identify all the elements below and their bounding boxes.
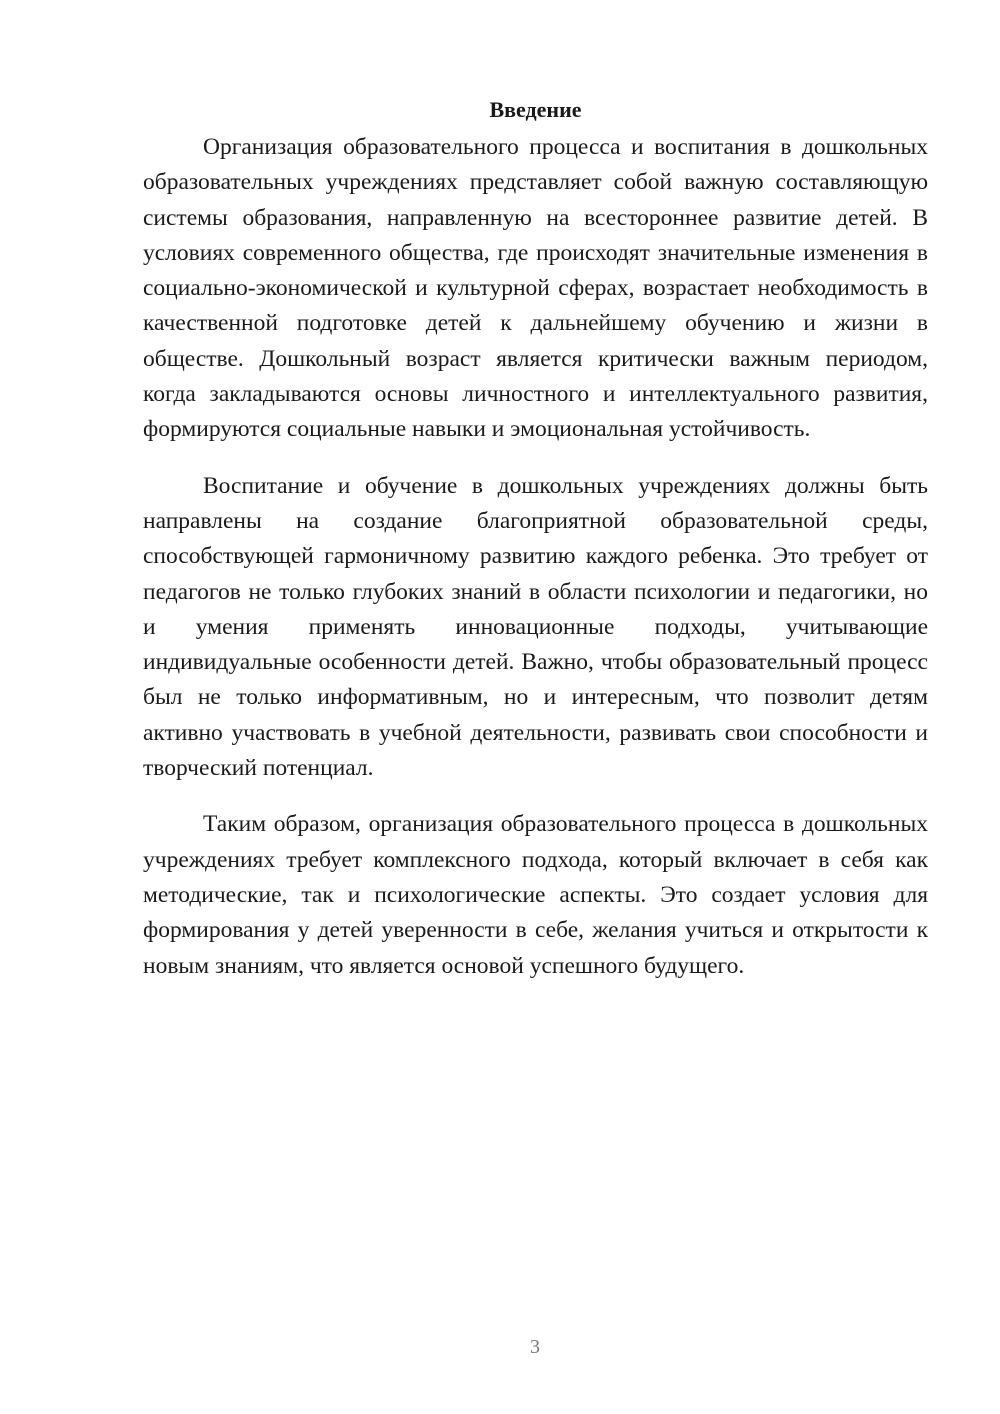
page-content (143, 92, 928, 984)
page-number: 3 (530, 1336, 540, 1358)
paragraph-3: Таким образом, организация образовательного процесса в дошкольных учреждениях требует комплексного подхода, который включает в себя как методические, так и психологические аспекты. Это создает условия для формирования у детей уверенности в себе, желания учиться и открытости к новым знаниям, что является основой успешного будущего. (143, 811, 928, 979)
paragraph-1: Организация образовательного процесса и воспитания в дошкольных образовательных учреждениях представляет собой важную составляющую системы образования, направленную на всестороннее развитие детей. В условиях современного общества, где происходят значительные изменения в социально-экономической и культурной сферах, возрастает необходимость в качественной подготовке детей к дальнейшему обучению и жизни в обществе. Дошкольный возраст является критически важным периодом, когда закладываются основы личностного и интеллектуального развития, формируются социальные навыки и эмоциональная устойчивость. (143, 134, 928, 443)
paragraph-2: Воспитание и обучение в дошкольных учреждениях должны быть направлены на создание благоприятной образовательной среды, способствующей гармоничному развитию каждого ребенка. Это требует от педагогов не только глубоких знаний в области психологии и педагогики, но и умения применять инновационные подходы, учитывающие индивидуальные особенности детей. Важно, чтобы образовательный процесс был не только информативным, но и интересным, что позволит детям активно участвовать в учебной деятельности, развивать свои способности и творческий потенциал. (143, 472, 928, 782)
section-heading: Введение (489, 97, 582, 122)
